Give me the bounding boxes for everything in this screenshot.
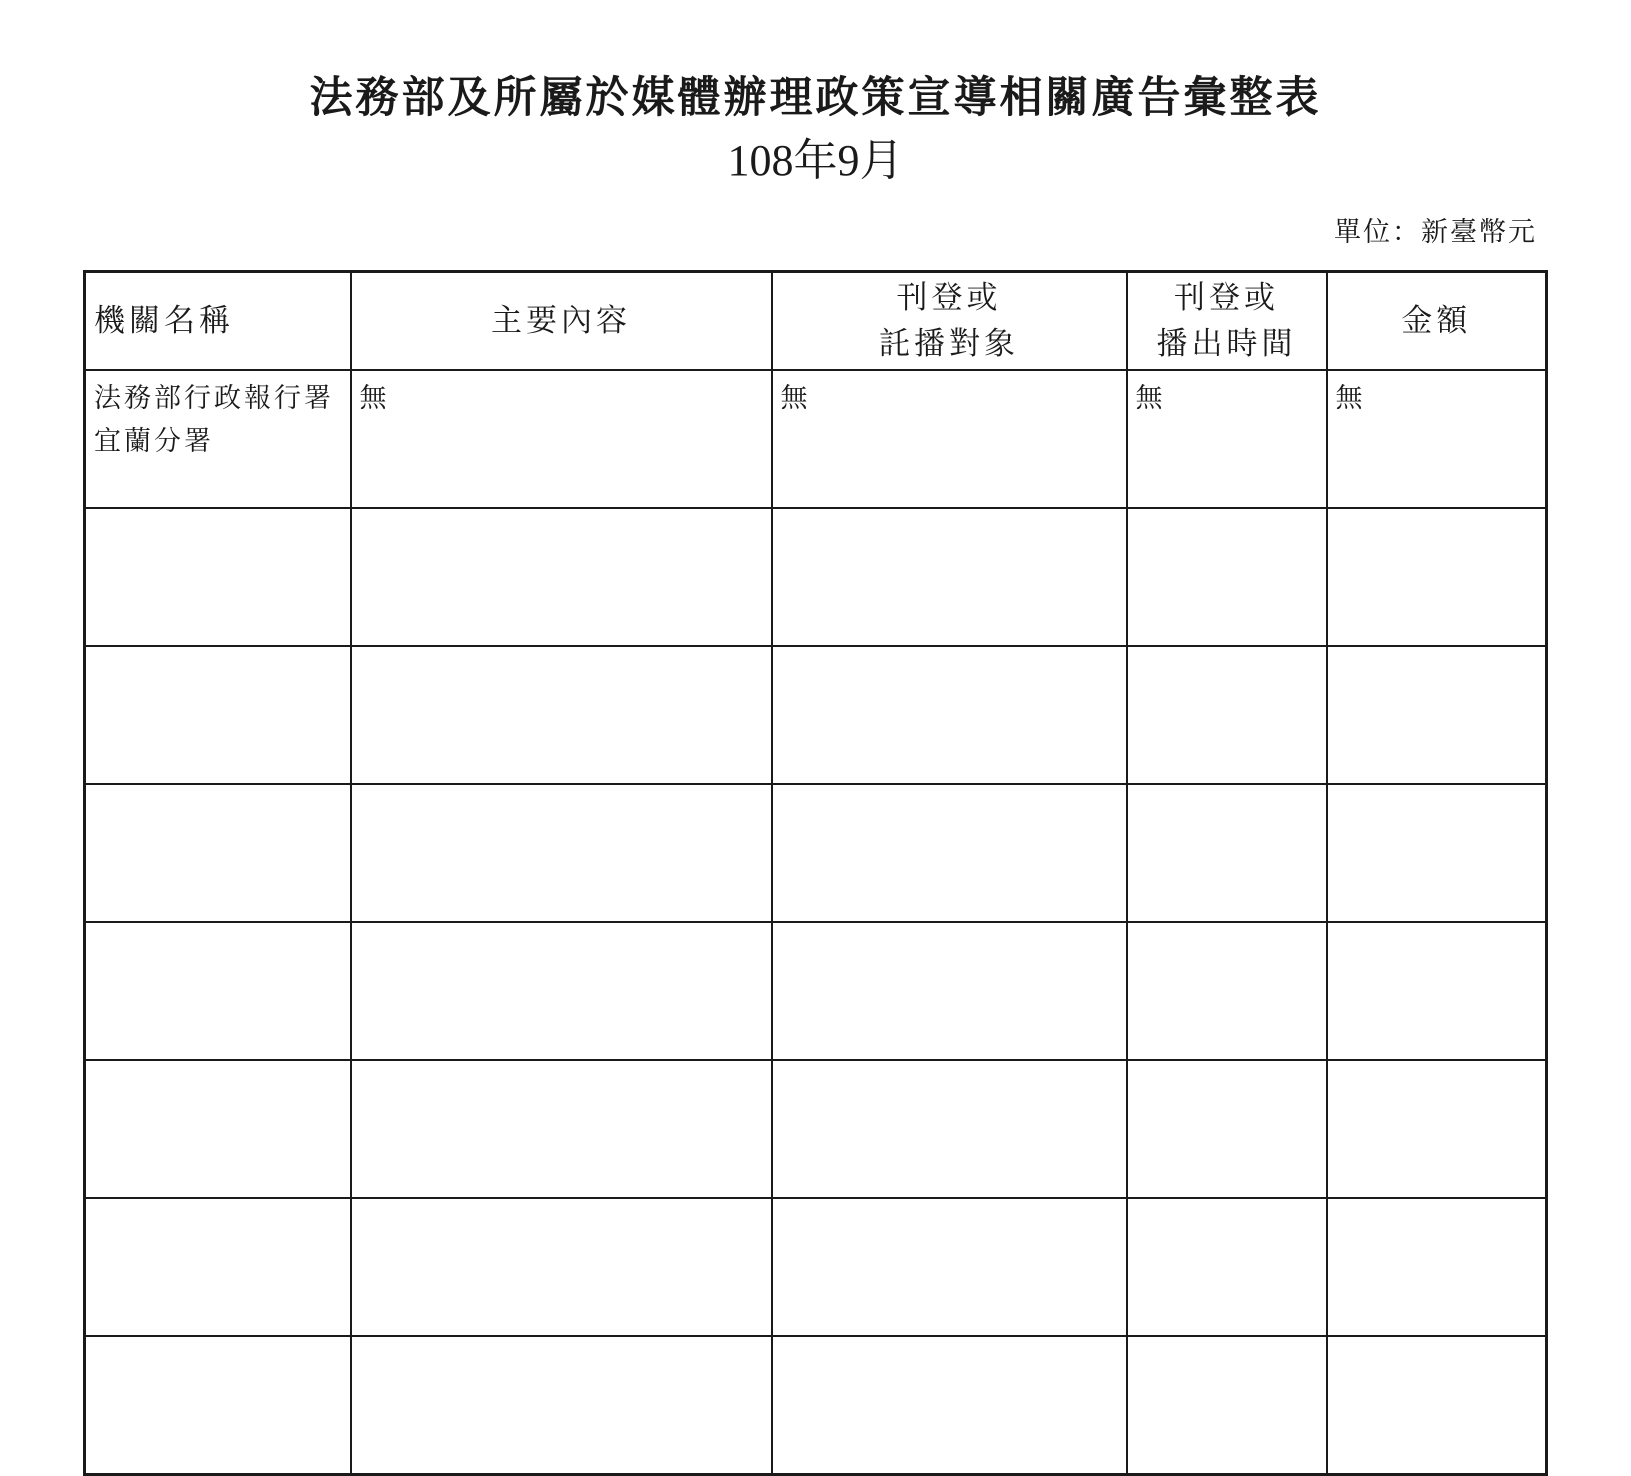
cell-amount [1327, 508, 1547, 646]
cell-publish-target [772, 646, 1127, 784]
cell-publish-time [1127, 646, 1327, 784]
currency-unit-label: 單位：新臺幣元 [1334, 217, 1537, 248]
cell-publish-time [1127, 922, 1327, 1060]
cell-agency-name [85, 508, 351, 646]
cell-agency-name [85, 784, 351, 922]
cell-amount [1327, 1060, 1547, 1198]
column-header-agency-name-text: 機關名稱 [94, 303, 234, 339]
cell-publish-time: 無 [1127, 370, 1327, 508]
cell-agency-name [85, 1198, 351, 1336]
cell-main-content [351, 1336, 772, 1475]
cell-main-content [351, 1198, 772, 1336]
table-row [85, 646, 1547, 784]
column-header-publish-time-line-1: 刊登或 [1174, 280, 1279, 316]
cell-main-content [351, 1060, 772, 1198]
table-row [85, 922, 1547, 1060]
cell-main-content: 無 [351, 370, 772, 508]
cell-amount [1327, 784, 1547, 922]
cell-amount [1327, 1198, 1547, 1336]
cell-publish-time [1127, 1198, 1327, 1336]
column-header-main-content [351, 272, 772, 371]
cell-main-content [351, 784, 772, 922]
table-row [85, 1060, 1547, 1198]
column-header-publish-target [772, 272, 1127, 371]
cell-publish-time [1127, 784, 1327, 922]
cell-agency-name: 法務部行政報行署宜蘭分署 [85, 370, 351, 508]
column-header-agency-name [85, 272, 351, 371]
column-header-amount [1327, 272, 1547, 371]
report-period: 108年9月 [727, 136, 904, 185]
cell-main-content [351, 646, 772, 784]
cell-agency-name [85, 1336, 351, 1475]
table-header-row [85, 272, 1547, 371]
column-header-publish-target-line-2: 託播對象 [879, 326, 1019, 362]
cell-publish-target [772, 1060, 1127, 1198]
table-row [85, 1336, 1547, 1475]
advertising-summary-table [83, 270, 1548, 1476]
cell-publish-time [1127, 1060, 1327, 1198]
cell-publish-target [772, 1198, 1127, 1336]
cell-amount: 無 [1327, 370, 1547, 508]
cell-publish-time [1127, 1336, 1327, 1475]
cell-amount [1327, 922, 1547, 1060]
table-row [85, 370, 1547, 508]
column-header-publish-time-line-2: 播出時間 [1156, 326, 1297, 362]
cell-agency-name [85, 646, 351, 784]
document-title: 法務部及所屬於媒體辦理政策宣導相關廣告彙整表 [309, 73, 1322, 123]
cell-publish-target [772, 922, 1127, 1060]
cell-agency-name [85, 922, 351, 1060]
cell-publish-target [772, 1336, 1127, 1475]
cell-agency-name [85, 1060, 351, 1198]
table-row [85, 784, 1547, 922]
cell-publish-target [772, 784, 1127, 922]
column-header-amount-text: 金額 [1401, 303, 1472, 339]
cell-main-content [351, 922, 772, 1060]
cell-publish-time [1127, 508, 1327, 646]
column-header-publish-target-line-1: 刊登或 [896, 280, 1002, 316]
cell-amount [1327, 646, 1547, 784]
table-row [85, 508, 1547, 646]
column-header-publish-time [1127, 272, 1327, 371]
cell-main-content [351, 508, 772, 646]
table-row [85, 1198, 1547, 1336]
cell-publish-target [772, 508, 1127, 646]
cell-publish-target: 無 [772, 370, 1127, 508]
column-header-main-content-text: 主要內容 [491, 303, 631, 339]
cell-amount [1327, 1336, 1547, 1475]
